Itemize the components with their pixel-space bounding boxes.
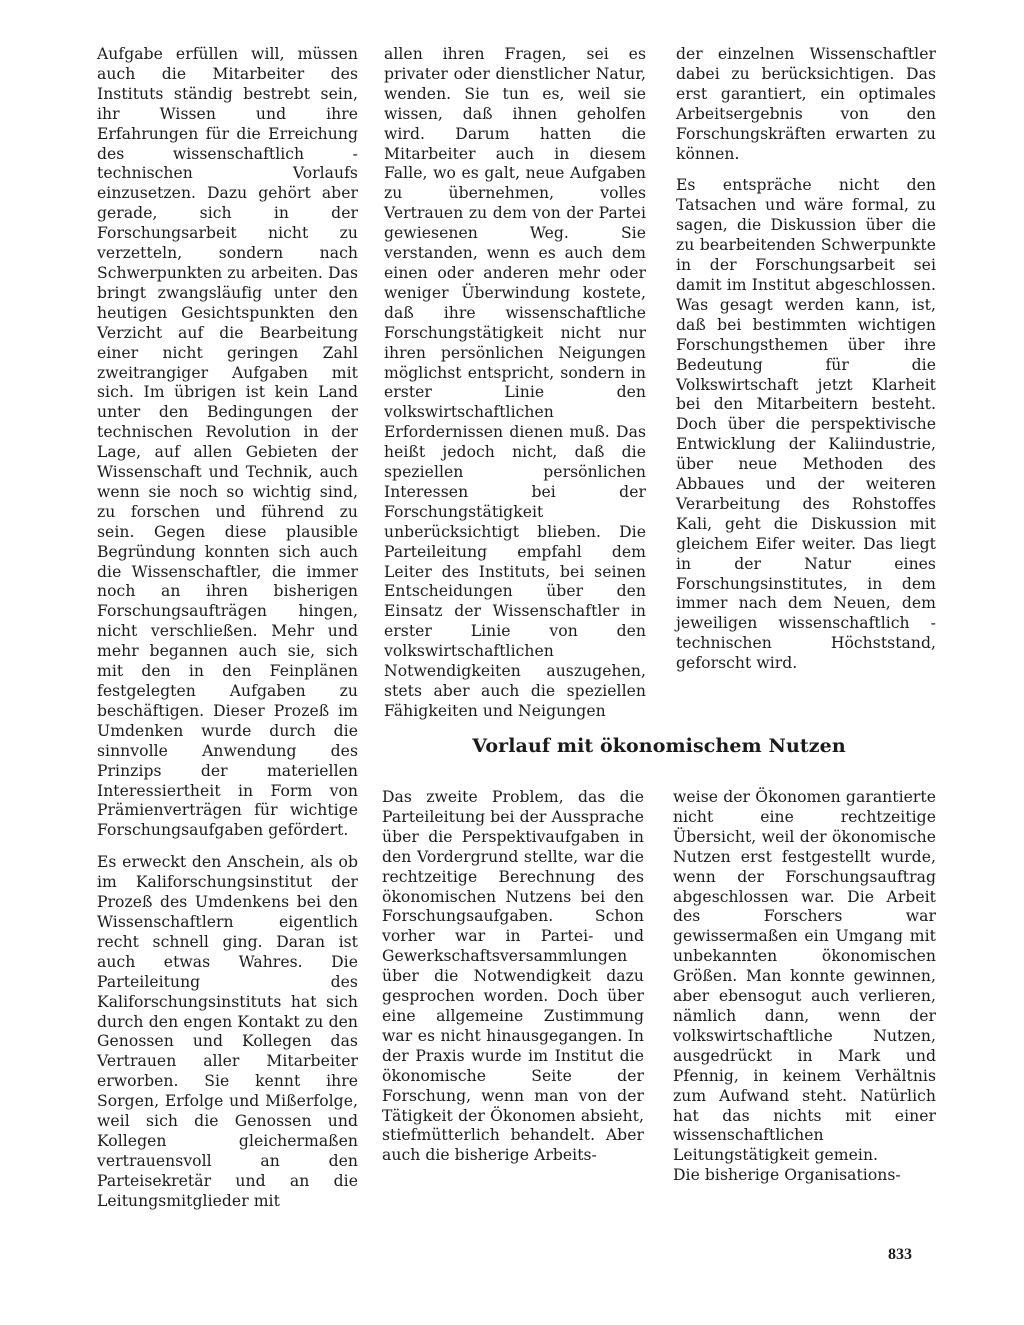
page-number: 833 [888,1246,912,1263]
text-column-lower-right [673,788,936,1186]
section-heading: Vorlauf mit ökonomischem Nutzen [472,735,846,757]
paragraph: weise der Ökonomen garantierte nicht eine rechtzeitige Übersicht, weil der ökonomische Nutzen erst festgestellt wurde, wenn der Forschungsauftrag abgeschlossen war. Die Arbeit des Forschers war gewissermaßen ein Umgang mit unbekannten ökonomischen Größen. Man konnte gewinnen, aber ebensogut auch verlieren, nämlich dann, wenn der volkswirtschaftliche Nutzen, ausgedrückt in Mark und Pfennig, in keinem Verhältnis zum Aufwand steht. Natürlich hat das nichts mit einer wissenschaftlichen Leitungstätigkeit gemein. [673,788,936,1165]
paragraph: Es erweckt den Anschein, als ob im Kaliforschungsinstitut der Prozeß des Umdenkens bei den Wissenschaftlern eigentlich recht schnell ging. Daran ist auch etwas Wahres. Die Parteileitung des Kaliforschungsinstituts hat sich durch den engen Kontakt zu den Genossen und Kollegen das Vertrauen aller Mitarbeiter erworben. Sie kennt ihre Sorgen, Erfolge und Mißerfolge, weil sich die Genossen und Kollegen gleichermaßen vertrauensvoll an den Parteisekretär und an die Leitungsmitglieder mit [97,853,358,1210]
text-column-left [97,45,358,1212]
text-column-lower-middle [382,788,644,1166]
paragraph: Das zweite Problem, das die Parteileitung bei der Aussprache über die Perspektivaufgaben in den Vordergrund stellte, war die rechtzeitige Berechnung des ökonomischen Nutzens bei den Forschungsaufgaben. Schon vorher war in Partei- und Gewerkschaftsversammlungen über die Notwendigkeit dazu gesprochen worden. Doch über eine allgemeine Zustimmung war es nicht hinausgegangen. In der Praxis wurde im Institut die ökonomische Seite der Forschung, wenn man von der Tätigkeit der Ökonomen absieht, stiefmütterlich behandelt. Aber auch die bisherige Arbeits- [382,788,644,1165]
paragraph: Die bisherige Organisations- [673,1166,901,1185]
paragraph: Aufgabe erfüllen will, müssen auch die Mitarbeiter des Instituts ständig bestrebt sein, ihr Wissen und ihre Erfahrungen für die Erreichung des wissenschaftlich - technischen Vorlaufs einzusetzen. Dazu gehört aber gerade, sich in der Forschungsarbeit nicht zu verzetteln, sondern nach Schwerpunkten zu arbeiten. Das bringt zwangsläufig unter den heutigen Gesichtspunkten den Verzicht auf die Bearbeitung einer nicht geringen Zahl zweitrangiger Aufgaben mit sich. Im übrigen ist kein Land unter den Bedingungen der technischen Revolution in der Lage, auf allen Gebieten der Wissenschaft und Technik, auch wenn sie noch so wichtig sind, zu forschen und führend zu sein. Gegen diese plausible Begründung konnten sich auch die Wissenschaftler, die immer noch an ihren bisherigen Forschungsaufträgen hingen, nicht verschließen. Mehr und mehr begannen auch sie, sich mit den in den Feinplänen festgelegten Aufgaben zu beschäftigen. Dieser Prozeß im Umdenken wurde durch die sinnvolle Anwendung des Prinzips der materiellen Interessiertheit in Form von Prämienverträgen für wichtige Forschungsaufgaben gefördert. [97,45,358,840]
paragraph: allen ihren Fragen, sei es privater oder dienstlicher Natur, wenden. Sie tun es, weil sie wissen, daß ihnen geholfen wird. Darum hatten die Mitarbeiter auch in diesem Falle, wo es galt, neue Aufgaben zu übernehmen, volles Vertrauen zu dem von der Partei gewiesenen Weg. Sie verstanden, wenn es auch dem einen oder anderen mehr oder weniger Überwindung kostete, daß ihre wissenschaftliche Forschungstätigkeit nicht nur ihren persönlichen Neigungen möglichst entspricht, sondern in erster Linie den volkswirtschaftlichen Erfordernissen dienen muß. Das heißt jedoch nicht, daß die speziellen persönlichen Interessen bei der Forschungstätigkeit unberücksichtigt blieben. Die Parteileitung empfahl dem Leiter des Instituts, bei seinen Entscheidungen über den Einsatz der Wissenschaftler in erster Linie von den volkswirtschaftlichen Notwendigkeiten auszugehen, stets aber auch die speziellen Fähigkeiten und Neigungen [384,45,646,720]
paragraph: der einzelnen Wissenschaftler dabei zu berücksichtigen. Das erst garantiert, ein optimales Arbeitsergebnis von den Forschungskräften erwarten zu können. [676,45,936,163]
text-column-right [676,45,936,674]
paragraph: Es entspräche nicht den Tatsachen und wäre formal, zu sagen, die Diskussion über die zu bearbeitenden Schwerpunkte in der Forschungsarbeit sei damit im Institut abgeschlossen. Was gesagt werden kann, ist, daß bei bestimmten wichtigen Forschungsthemen über ihre Bedeutung für die Volkswirtschaft jetzt Klarheit bei den Mitarbeitern besteht. Doch über die perspektivische Entwicklung der Kaliindustrie, über neue Methoden des Abbaues und der weiteren Verarbeitung des Rohstoffes Kali, geht die Diskussion mit gleichem Eifer weiter. Das liegt in der Natur eines Forschungsinstitutes, in dem immer nach dem Neuen, dem jeweiligen wissenschaftlich - technischen Höchststand, geforscht wird. [676,176,936,673]
text-column-middle [384,45,646,722]
